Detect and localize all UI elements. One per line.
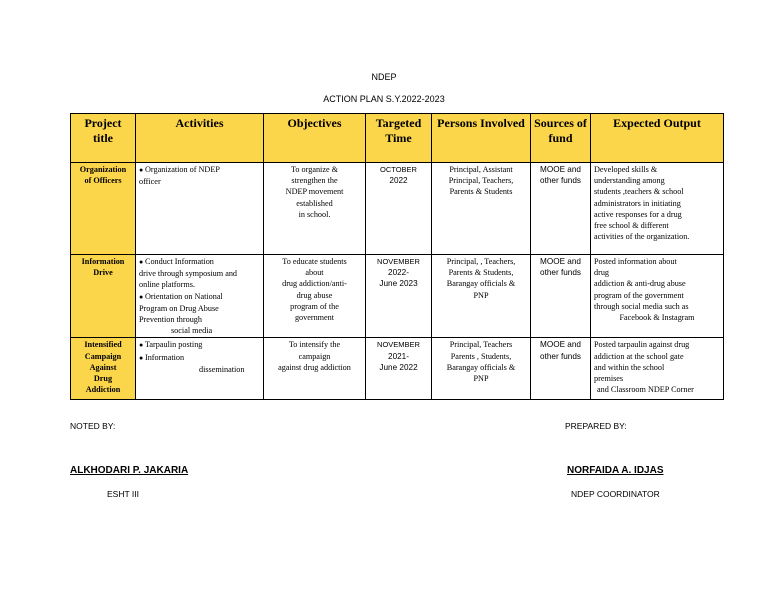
action-plan-table — [70, 113, 724, 400]
persons-involved-cell: Principal, Teachers Parents , Students, Barangay officials & PNP — [432, 338, 531, 400]
sources-of-fund-cell: MOOE and other funds — [531, 338, 591, 400]
col-header-targeted-time: Targeted Time — [366, 114, 432, 163]
targeted-time-cell: NOVEMBER 2022- June 2023 — [366, 255, 432, 338]
targeted-time-cell: OCTOBER 2022 — [366, 163, 432, 255]
sources-of-fund-cell: MOOE and other funds — [531, 163, 591, 255]
expected-output-cell: Developed skills & understanding among students ,teachers & school administrators in initiating active responses for a drug free school & different activities of the organization. — [591, 163, 724, 255]
expected-output-cell: Posted information about drug addiction & anti-drug abuse program of the government through social media such as Facebook & Instagram — [591, 255, 724, 338]
targeted-time-cell: NOVEMBER 2021- June 2022 — [366, 338, 432, 400]
objectives-cell: To organize & strengthen the NDEP movement established in school. — [264, 163, 366, 255]
col-header-objectives: Objectives — [264, 114, 366, 163]
col-header-sources-of-fund: Sources of fund — [531, 114, 591, 163]
objectives-cell: To intensify the campaign against drug addiction — [264, 338, 366, 400]
prepared-by-position: NDEP COORDINATOR — [571, 489, 660, 499]
table-row — [71, 255, 724, 338]
expected-output-cell: Posted tarpaulin against drug addiction at the school gate and within the school premises and Classroom NDEP Corner — [591, 338, 724, 400]
table-header-row — [71, 114, 724, 163]
persons-involved-cell: Principal, Assistant Principal, Teachers, Parents & Students — [432, 163, 531, 255]
plan-title: ACTION PLAN S.Y.2022-2023 — [323, 94, 445, 104]
persons-involved-cell: Principal, , Teachers, Parents & Students, Barangay officials & PNP — [432, 255, 531, 338]
project-title-cell: Organization of Officers — [71, 163, 136, 255]
prepared-by-label: PREPARED BY: — [565, 421, 627, 431]
project-title-cell: Intensified Campaign Against Drug Addiction — [71, 338, 136, 400]
noted-by-label: NOTED BY: — [70, 421, 116, 431]
noted-by-name: ALKHODARI P. JAKARIA — [70, 465, 189, 476]
noted-by-position: ESHT III — [107, 489, 139, 499]
col-header-expected-output: Expected Output — [591, 114, 724, 163]
activities-cell: ● Conduct Information drive through symposium and online platforms. ● Orientation on National Program on Drug Abuse Prevention through social media — [136, 255, 264, 338]
sources-of-fund-cell: MOOE and other funds — [531, 255, 591, 338]
col-header-persons-involved: Persons Involved — [432, 114, 531, 163]
prepared-by-name: NORFAIDA A. IDJAS — [567, 465, 664, 476]
col-header-project-title: Project title — [71, 114, 136, 163]
project-title-cell: Information Drive — [71, 255, 136, 338]
org-heading: NDEP — [371, 72, 397, 82]
activities-cell: ● Organization of NDEP officer — [136, 163, 264, 255]
table-row — [71, 163, 724, 255]
activities-cell: ● Tarpaulin posting ● Information dissemination — [136, 338, 264, 400]
objectives-cell: To educate students about drug addiction/anti- drug abuse program of the government — [264, 255, 366, 338]
col-header-activities: Activities — [136, 114, 264, 163]
table-row — [71, 338, 724, 400]
